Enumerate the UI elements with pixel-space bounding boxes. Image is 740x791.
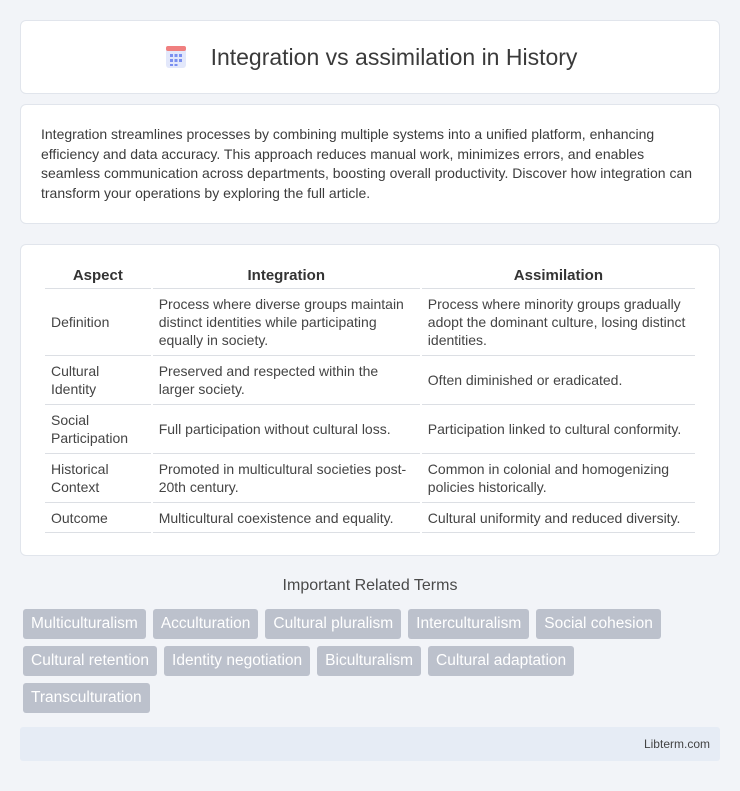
cell-integration: Process where diverse groups maintain distinct identities while participating equally in society. — [153, 289, 420, 356]
grid-document-icon — [163, 44, 189, 70]
cell-assimilation: Common in colonial and homogenizing policies historically. — [422, 454, 695, 503]
cell-assimilation: Often diminished or eradicated. — [422, 356, 695, 405]
related-terms-title: Important Related Terms — [282, 577, 458, 594]
cell-aspect: Cultural Identity — [45, 356, 151, 405]
related-terms-tags — [23, 609, 703, 713]
table-row — [45, 356, 695, 405]
tag-biculturalism[interactable]: Biculturalism — [317, 646, 421, 676]
tag-interculturalism[interactable]: Interculturalism — [408, 609, 529, 639]
footer — [20, 727, 720, 761]
table-header-row — [45, 263, 695, 289]
tag-cultural-retention[interactable]: Cultural retention — [23, 646, 157, 676]
tag-acculturation[interactable]: Acculturation — [153, 609, 259, 639]
table-row — [45, 503, 695, 533]
tag-identity-negotiation[interactable]: Identity negotiation — [164, 646, 310, 676]
cell-assimilation: Process where minority groups gradually adopt the dominant culture, losing distinct identities. — [422, 289, 695, 356]
cell-aspect: Outcome — [45, 503, 151, 533]
column-header-integration: Integration — [153, 263, 420, 289]
cell-integration: Promoted in multicultural societies post-20th century. — [153, 454, 420, 503]
tag-cultural-pluralism[interactable]: Cultural pluralism — [265, 609, 401, 639]
footer-brand-link[interactable]: Libterm.com — [643, 737, 710, 751]
cell-aspect: Definition — [45, 289, 151, 356]
cell-aspect: Social Participation — [45, 405, 151, 454]
table-row — [45, 454, 695, 503]
table-row — [45, 289, 695, 356]
table-row — [45, 405, 695, 454]
cell-aspect: Historical Context — [45, 454, 151, 503]
column-header-aspect: Aspect — [45, 263, 151, 289]
cell-assimilation: Participation linked to cultural conformity. — [422, 405, 695, 454]
tag-transculturation[interactable]: Transculturation — [23, 683, 150, 713]
tag-multiculturalism[interactable]: Multiculturalism — [23, 609, 146, 639]
cell-assimilation: Cultural uniformity and reduced diversity. — [422, 503, 695, 533]
cell-integration: Multicultural coexistence and equality. — [153, 503, 420, 533]
cell-integration: Preserved and respected within the larger society. — [153, 356, 420, 405]
cell-integration: Full participation without cultural loss. — [153, 405, 420, 454]
column-header-assimilation: Assimilation — [422, 263, 695, 289]
comparison-table — [43, 263, 697, 533]
intro-text: Integration streamlines processes by combining multiple systems into a unified platform, enhancing efficiency and data accuracy. This approach reduces manual work, minimizes errors, and enables seamless communication across departments, boosting overall productivity. Discover how integration can transform your operations by exploring the full article. — [41, 126, 693, 201]
tag-social-cohesion[interactable]: Social cohesion — [536, 609, 661, 639]
header-card — [20, 20, 720, 94]
intro-card — [20, 104, 720, 224]
comparison-table-card — [20, 244, 720, 556]
tag-cultural-adaptation[interactable]: Cultural adaptation — [428, 646, 574, 676]
page-title: Integration vs assimilation in History — [210, 43, 578, 70]
